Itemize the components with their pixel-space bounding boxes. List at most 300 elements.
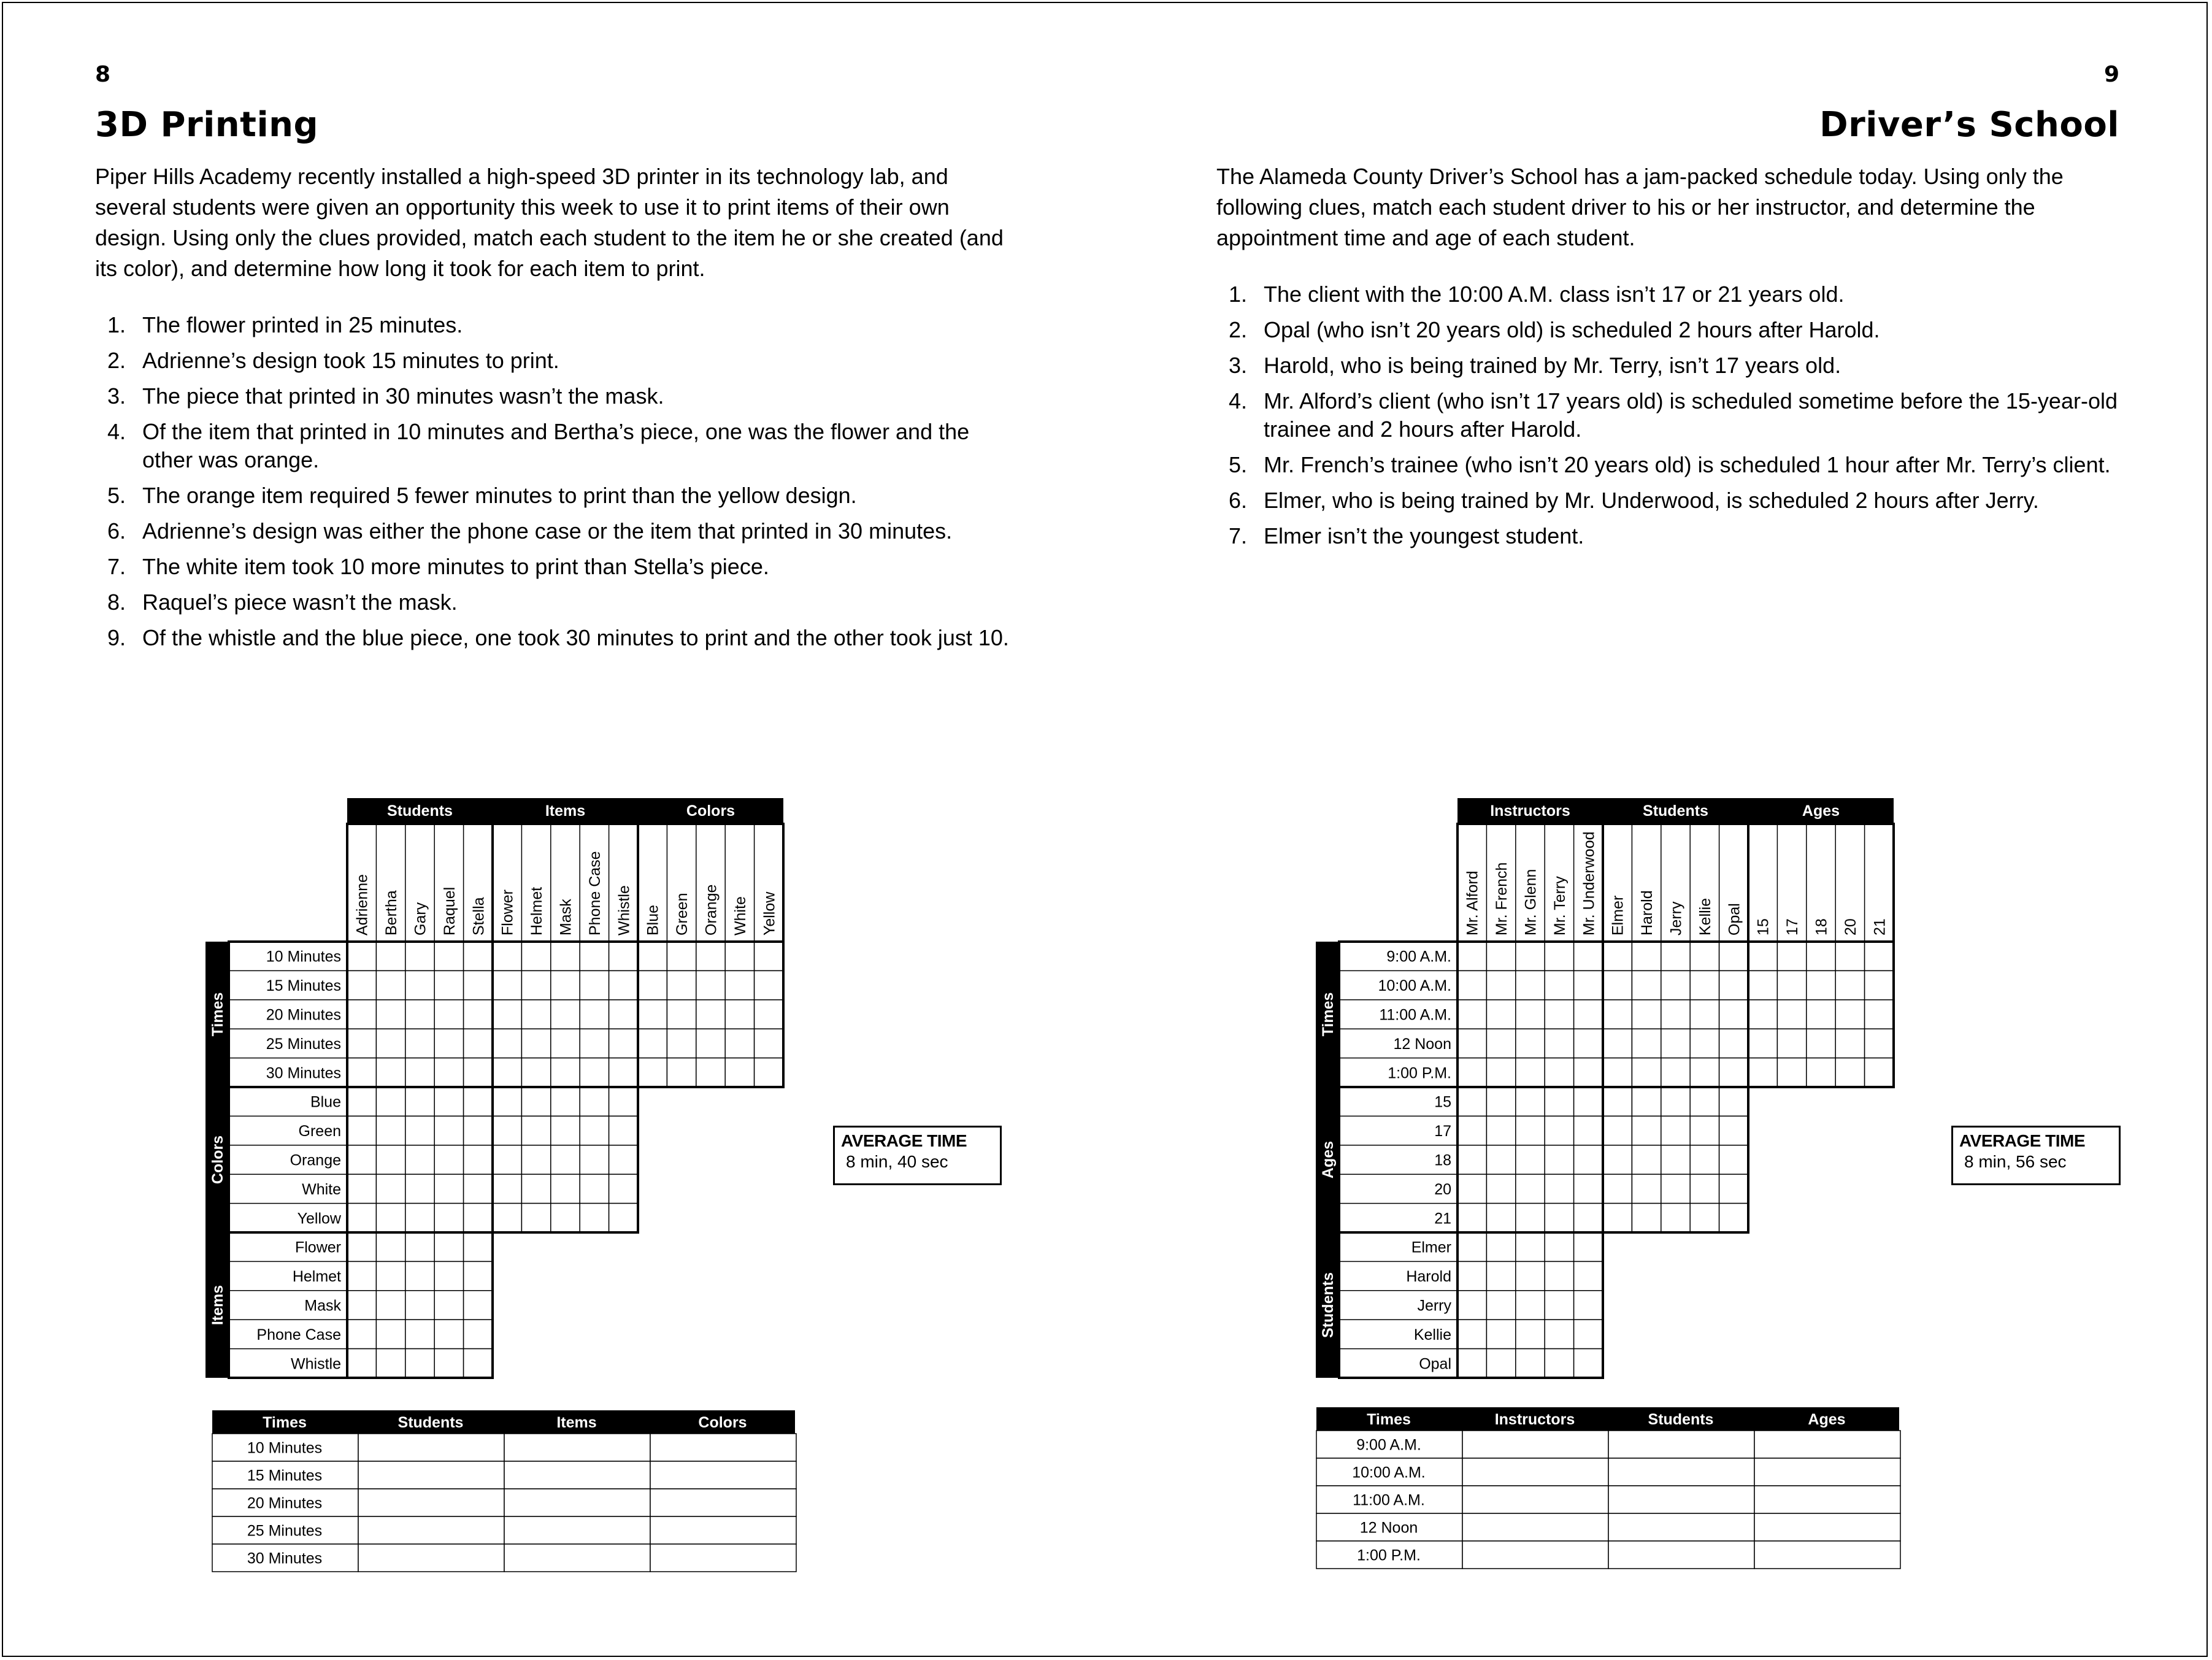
grid-cell[interactable]: [696, 1029, 725, 1058]
grid-cell[interactable]: [376, 1320, 405, 1348]
grid-cell[interactable]: [1608, 1486, 1754, 1513]
grid-cell[interactable]: [434, 942, 463, 970]
grid-cell[interactable]: [1748, 970, 1777, 999]
grid-cell[interactable]: [609, 942, 638, 970]
grid-cell[interactable]: [1777, 970, 1806, 999]
grid-cell[interactable]: [1748, 1000, 1777, 1029]
grid-cell[interactable]: [1462, 1431, 1608, 1458]
grid-cell[interactable]: [376, 1029, 405, 1058]
grid-cell[interactable]: [1661, 970, 1690, 999]
grid-cell[interactable]: [551, 1058, 580, 1087]
grid-cell[interactable]: [1807, 942, 1835, 970]
grid-cell[interactable]: [1865, 1058, 1894, 1087]
grid-cell[interactable]: [1748, 1029, 1777, 1058]
grid-cell[interactable]: [376, 1261, 405, 1290]
grid-cell[interactable]: [464, 1320, 493, 1348]
grid-cell[interactable]: [609, 1145, 638, 1174]
grid-cell[interactable]: [609, 1174, 638, 1203]
grid-cell[interactable]: [434, 1174, 463, 1203]
grid-cell[interactable]: [1690, 1087, 1719, 1116]
grid-cell[interactable]: [1865, 942, 1894, 970]
grid-cell[interactable]: [493, 1029, 521, 1058]
grid-cell[interactable]: [1603, 970, 1632, 999]
grid-cell[interactable]: [1690, 970, 1719, 999]
grid-cell[interactable]: [1754, 1431, 1900, 1458]
grid-cell[interactable]: [1486, 1349, 1515, 1378]
grid-cell[interactable]: [1690, 1174, 1719, 1203]
grid-cell[interactable]: [1457, 1029, 1486, 1058]
grid-cell[interactable]: [1754, 1513, 1900, 1541]
grid-cell[interactable]: [376, 1232, 405, 1261]
grid-cell[interactable]: [464, 942, 493, 970]
grid-cell[interactable]: [551, 1204, 580, 1232]
grid-cell[interactable]: [1516, 1058, 1545, 1087]
grid-cell[interactable]: [434, 1232, 463, 1261]
grid-cell[interactable]: [1661, 1029, 1690, 1058]
grid-cell[interactable]: [376, 1291, 405, 1320]
grid-cell[interactable]: [1516, 1116, 1545, 1145]
grid-cell[interactable]: [1574, 1145, 1603, 1174]
grid-cell[interactable]: [1516, 1261, 1545, 1290]
grid-cell[interactable]: [405, 1000, 434, 1029]
grid-cell[interactable]: [1457, 1291, 1486, 1320]
grid-cell[interactable]: [1748, 942, 1777, 970]
grid-cell[interactable]: [493, 1116, 521, 1145]
grid-cell[interactable]: [638, 1000, 667, 1029]
grid-cell[interactable]: [667, 1058, 696, 1087]
grid-cell[interactable]: [464, 1116, 493, 1145]
grid-cell[interactable]: [434, 1349, 463, 1378]
grid-cell[interactable]: [609, 1029, 638, 1058]
grid-cell[interactable]: [580, 1029, 609, 1058]
grid-cell[interactable]: [1603, 1000, 1632, 1029]
grid-cell[interactable]: [1603, 1204, 1632, 1232]
grid-cell[interactable]: [1486, 1058, 1515, 1087]
grid-cell[interactable]: [347, 1204, 376, 1232]
grid-cell[interactable]: [1462, 1513, 1608, 1541]
grid-cell[interactable]: [521, 1145, 550, 1174]
grid-cell[interactable]: [347, 942, 376, 970]
grid-cell[interactable]: [405, 1320, 434, 1348]
grid-cell[interactable]: [1690, 1145, 1719, 1174]
grid-cell[interactable]: [580, 1058, 609, 1087]
grid-cell[interactable]: [1661, 1174, 1690, 1203]
grid-cell[interactable]: [1632, 1000, 1661, 1029]
grid-cell[interactable]: [1574, 1029, 1603, 1058]
grid-cell[interactable]: [464, 970, 493, 999]
grid-cell[interactable]: [1632, 1029, 1661, 1058]
grid-cell[interactable]: [1719, 942, 1748, 970]
grid-cell[interactable]: [376, 1204, 405, 1232]
grid-cell[interactable]: [609, 1204, 638, 1232]
grid-cell[interactable]: [1457, 1232, 1486, 1261]
grid-cell[interactable]: [405, 970, 434, 999]
grid-cell[interactable]: [1462, 1541, 1608, 1569]
grid-cell[interactable]: [551, 970, 580, 999]
grid-cell[interactable]: [551, 1174, 580, 1203]
grid-cell[interactable]: [464, 1174, 493, 1203]
grid-cell[interactable]: [521, 1174, 550, 1203]
grid-cell[interactable]: [755, 942, 783, 970]
grid-cell[interactable]: [580, 1116, 609, 1145]
grid-cell[interactable]: [405, 1261, 434, 1290]
grid-cell[interactable]: [1807, 1000, 1835, 1029]
grid-cell[interactable]: [1486, 1000, 1515, 1029]
grid-cell[interactable]: [1516, 1232, 1545, 1261]
grid-cell[interactable]: [504, 1461, 650, 1489]
grid-cell[interactable]: [434, 1261, 463, 1290]
grid-cell[interactable]: [638, 1058, 667, 1087]
grid-cell[interactable]: [1457, 1145, 1486, 1174]
grid-cell[interactable]: [696, 970, 725, 999]
grid-cell[interactable]: [1516, 1320, 1545, 1348]
grid-cell[interactable]: [1661, 942, 1690, 970]
grid-cell[interactable]: [1632, 1058, 1661, 1087]
grid-cell[interactable]: [1690, 1116, 1719, 1145]
grid-cell[interactable]: [580, 1204, 609, 1232]
grid-cell[interactable]: [1486, 1116, 1515, 1145]
grid-cell[interactable]: [434, 970, 463, 999]
grid-cell[interactable]: [667, 1029, 696, 1058]
grid-cell[interactable]: [464, 1261, 493, 1290]
grid-cell[interactable]: [1608, 1541, 1754, 1569]
grid-cell[interactable]: [1603, 1029, 1632, 1058]
grid-cell[interactable]: [1545, 1000, 1573, 1029]
grid-cell[interactable]: [1690, 1058, 1719, 1087]
grid-cell[interactable]: [1545, 1204, 1573, 1232]
grid-cell[interactable]: [1545, 1145, 1573, 1174]
grid-cell[interactable]: [1545, 1320, 1573, 1348]
grid-cell[interactable]: [405, 1232, 434, 1261]
grid-cell[interactable]: [376, 1087, 405, 1116]
grid-cell[interactable]: [1835, 1029, 1864, 1058]
grid-cell[interactable]: [376, 1174, 405, 1203]
grid-cell[interactable]: [493, 1204, 521, 1232]
grid-cell[interactable]: [405, 1291, 434, 1320]
grid-cell[interactable]: [493, 1174, 521, 1203]
grid-cell[interactable]: [1719, 1029, 1748, 1058]
grid-cell[interactable]: [347, 1116, 376, 1145]
grid-cell[interactable]: [725, 970, 754, 999]
grid-cell[interactable]: [1457, 1349, 1486, 1378]
grid-cell[interactable]: [1462, 1458, 1608, 1486]
grid-cell[interactable]: [347, 1058, 376, 1087]
grid-cell[interactable]: [405, 942, 434, 970]
grid-cell[interactable]: [1574, 1174, 1603, 1203]
grid-cell[interactable]: [609, 1116, 638, 1145]
grid-cell[interactable]: [521, 1029, 550, 1058]
grid-cell[interactable]: [493, 1145, 521, 1174]
grid-cell[interactable]: [464, 1145, 493, 1174]
grid-cell[interactable]: [1516, 1204, 1545, 1232]
grid-cell[interactable]: [521, 1116, 550, 1145]
grid-cell[interactable]: [434, 1291, 463, 1320]
grid-cell[interactable]: [464, 1029, 493, 1058]
grid-cell[interactable]: [521, 970, 550, 999]
grid-cell[interactable]: [1545, 1291, 1573, 1320]
grid-cell[interactable]: [1486, 1174, 1515, 1203]
grid-cell[interactable]: [696, 942, 725, 970]
grid-cell[interactable]: [1486, 1232, 1515, 1261]
grid-cell[interactable]: [405, 1204, 434, 1232]
grid-cell[interactable]: [434, 1116, 463, 1145]
grid-cell[interactable]: [1719, 1174, 1748, 1203]
grid-cell[interactable]: [1516, 1087, 1545, 1116]
grid-cell[interactable]: [1545, 1232, 1573, 1261]
grid-cell[interactable]: [1690, 1000, 1719, 1029]
grid-cell[interactable]: [1719, 1116, 1748, 1145]
grid-cell[interactable]: [405, 1087, 434, 1116]
grid-cell[interactable]: [358, 1544, 504, 1572]
grid-cell[interactable]: [1486, 1087, 1515, 1116]
grid-cell[interactable]: [609, 1058, 638, 1087]
grid-cell[interactable]: [464, 1291, 493, 1320]
grid-cell[interactable]: [1719, 1145, 1748, 1174]
grid-cell[interactable]: [1632, 1204, 1661, 1232]
grid-cell[interactable]: [1603, 1058, 1632, 1087]
grid-cell[interactable]: [1719, 1204, 1748, 1232]
grid-cell[interactable]: [464, 1349, 493, 1378]
grid-cell[interactable]: [1457, 1174, 1486, 1203]
grid-cell[interactable]: [521, 1058, 550, 1087]
grid-cell[interactable]: [609, 1087, 638, 1116]
grid-cell[interactable]: [1462, 1486, 1608, 1513]
grid-cell[interactable]: [376, 1145, 405, 1174]
grid-cell[interactable]: [1661, 1204, 1690, 1232]
grid-cell[interactable]: [1690, 1029, 1719, 1058]
grid-cell[interactable]: [1719, 970, 1748, 999]
grid-cell[interactable]: [1835, 1000, 1864, 1029]
grid-cell[interactable]: [580, 1174, 609, 1203]
grid-cell[interactable]: [1632, 942, 1661, 970]
grid-cell[interactable]: [358, 1461, 504, 1489]
grid-cell[interactable]: [1486, 970, 1515, 999]
grid-cell[interactable]: [1574, 1261, 1603, 1290]
grid-cell[interactable]: [1603, 1174, 1632, 1203]
grid-cell[interactable]: [376, 970, 405, 999]
grid-cell[interactable]: [493, 1058, 521, 1087]
grid-cell[interactable]: [725, 1000, 754, 1029]
grid-cell[interactable]: [551, 1145, 580, 1174]
grid-cell[interactable]: [551, 1087, 580, 1116]
grid-cell[interactable]: [1545, 1087, 1573, 1116]
grid-cell[interactable]: [1545, 970, 1573, 999]
grid-cell[interactable]: [405, 1029, 434, 1058]
grid-cell[interactable]: [1690, 1204, 1719, 1232]
grid-cell[interactable]: [1835, 1058, 1864, 1087]
grid-cell[interactable]: [1603, 1087, 1632, 1116]
grid-cell[interactable]: [347, 1000, 376, 1029]
grid-cell[interactable]: [1486, 1204, 1515, 1232]
grid-cell[interactable]: [696, 1000, 725, 1029]
grid-cell[interactable]: [1719, 1058, 1748, 1087]
grid-cell[interactable]: [1545, 1349, 1573, 1378]
grid-cell[interactable]: [1516, 1349, 1545, 1378]
grid-cell[interactable]: [667, 942, 696, 970]
grid-cell[interactable]: [464, 1204, 493, 1232]
grid-cell[interactable]: [1516, 1029, 1545, 1058]
grid-cell[interactable]: [405, 1349, 434, 1378]
grid-cell[interactable]: [347, 1349, 376, 1378]
grid-cell[interactable]: [1574, 1320, 1603, 1348]
grid-cell[interactable]: [1574, 942, 1603, 970]
grid-cell[interactable]: [1754, 1486, 1900, 1513]
grid-cell[interactable]: [580, 970, 609, 999]
grid-cell[interactable]: [667, 1000, 696, 1029]
grid-cell[interactable]: [1608, 1431, 1754, 1458]
grid-cell[interactable]: [609, 1000, 638, 1029]
grid-cell[interactable]: [1545, 1116, 1573, 1145]
grid-cell[interactable]: [755, 1058, 783, 1087]
grid-cell[interactable]: [493, 942, 521, 970]
grid-cell[interactable]: [376, 942, 405, 970]
grid-cell[interactable]: [347, 1320, 376, 1348]
grid-cell[interactable]: [1807, 1058, 1835, 1087]
grid-cell[interactable]: [1457, 1000, 1486, 1029]
grid-cell[interactable]: [1574, 1087, 1603, 1116]
grid-cell[interactable]: [434, 1058, 463, 1087]
grid-cell[interactable]: [1574, 1291, 1603, 1320]
grid-cell[interactable]: [1516, 1291, 1545, 1320]
grid-cell[interactable]: [464, 1087, 493, 1116]
grid-cell[interactable]: [521, 1087, 550, 1116]
grid-cell[interactable]: [1545, 1029, 1573, 1058]
grid-cell[interactable]: [434, 1320, 463, 1348]
grid-cell[interactable]: [755, 1000, 783, 1029]
grid-cell[interactable]: [1516, 1000, 1545, 1029]
grid-cell[interactable]: [1516, 1174, 1545, 1203]
grid-cell[interactable]: [521, 1204, 550, 1232]
grid-cell[interactable]: [504, 1434, 650, 1461]
grid-cell[interactable]: [1574, 1204, 1603, 1232]
grid-cell[interactable]: [650, 1544, 796, 1572]
grid-cell[interactable]: [347, 1174, 376, 1203]
grid-cell[interactable]: [504, 1544, 650, 1572]
grid-cell[interactable]: [580, 942, 609, 970]
grid-cell[interactable]: [1486, 1261, 1515, 1290]
grid-cell[interactable]: [551, 1000, 580, 1029]
grid-cell[interactable]: [650, 1489, 796, 1516]
grid-cell[interactable]: [434, 1029, 463, 1058]
grid-cell[interactable]: [1777, 1029, 1806, 1058]
grid-cell[interactable]: [493, 1087, 521, 1116]
grid-cell[interactable]: [376, 1000, 405, 1029]
grid-cell[interactable]: [347, 1232, 376, 1261]
grid-cell[interactable]: [493, 1000, 521, 1029]
grid-cell[interactable]: [347, 1145, 376, 1174]
grid-cell[interactable]: [755, 970, 783, 999]
grid-cell[interactable]: [1777, 942, 1806, 970]
grid-cell[interactable]: [551, 942, 580, 970]
grid-cell[interactable]: [1661, 1058, 1690, 1087]
grid-cell[interactable]: [1608, 1513, 1754, 1541]
grid-cell[interactable]: [1807, 970, 1835, 999]
grid-cell[interactable]: [551, 1029, 580, 1058]
grid-cell[interactable]: [667, 970, 696, 999]
grid-cell[interactable]: [521, 1000, 550, 1029]
grid-cell[interactable]: [1574, 1058, 1603, 1087]
grid-cell[interactable]: [755, 1029, 783, 1058]
grid-cell[interactable]: [464, 1000, 493, 1029]
grid-cell[interactable]: [1457, 1204, 1486, 1232]
grid-cell[interactable]: [1457, 1116, 1486, 1145]
grid-cell[interactable]: [434, 1000, 463, 1029]
grid-cell[interactable]: [1835, 942, 1864, 970]
grid-cell[interactable]: [464, 1232, 493, 1261]
grid-cell[interactable]: [1632, 1174, 1661, 1203]
grid-cell[interactable]: [1457, 1320, 1486, 1348]
grid-cell[interactable]: [1574, 1116, 1603, 1145]
grid-cell[interactable]: [1545, 1058, 1573, 1087]
grid-cell[interactable]: [1603, 942, 1632, 970]
grid-cell[interactable]: [1603, 1116, 1632, 1145]
grid-cell[interactable]: [1516, 970, 1545, 999]
grid-cell[interactable]: [1748, 1058, 1777, 1087]
grid-cell[interactable]: [696, 1058, 725, 1087]
grid-cell[interactable]: [1661, 1145, 1690, 1174]
grid-cell[interactable]: [1574, 1232, 1603, 1261]
grid-cell[interactable]: [1661, 1116, 1690, 1145]
grid-cell[interactable]: [1486, 1029, 1515, 1058]
grid-cell[interactable]: [1545, 1174, 1573, 1203]
grid-cell[interactable]: [1486, 1320, 1515, 1348]
grid-cell[interactable]: [1719, 1000, 1748, 1029]
grid-cell[interactable]: [376, 1058, 405, 1087]
grid-cell[interactable]: [1457, 970, 1486, 999]
grid-cell[interactable]: [347, 970, 376, 999]
grid-cell[interactable]: [405, 1116, 434, 1145]
grid-cell[interactable]: [1632, 1116, 1661, 1145]
grid-cell[interactable]: [1457, 1261, 1486, 1290]
grid-cell[interactable]: [1545, 1261, 1573, 1290]
grid-cell[interactable]: [1545, 942, 1573, 970]
grid-cell[interactable]: [1457, 1087, 1486, 1116]
grid-cell[interactable]: [638, 970, 667, 999]
grid-cell[interactable]: [358, 1516, 504, 1544]
grid-cell[interactable]: [1516, 942, 1545, 970]
grid-cell[interactable]: [1807, 1029, 1835, 1058]
grid-cell[interactable]: [376, 1116, 405, 1145]
grid-cell[interactable]: [1632, 970, 1661, 999]
grid-cell[interactable]: [493, 970, 521, 999]
grid-cell[interactable]: [1777, 1000, 1806, 1029]
grid-cell[interactable]: [376, 1349, 405, 1378]
grid-cell[interactable]: [1865, 970, 1894, 999]
grid-cell[interactable]: [580, 1087, 609, 1116]
grid-cell[interactable]: [464, 1058, 493, 1087]
grid-cell[interactable]: [725, 1029, 754, 1058]
grid-cell[interactable]: [358, 1434, 504, 1461]
grid-cell[interactable]: [405, 1145, 434, 1174]
grid-cell[interactable]: [358, 1489, 504, 1516]
grid-cell[interactable]: [725, 1058, 754, 1087]
grid-cell[interactable]: [1574, 1349, 1603, 1378]
grid-cell[interactable]: [434, 1145, 463, 1174]
grid-cell[interactable]: [1603, 1145, 1632, 1174]
grid-cell[interactable]: [521, 942, 550, 970]
grid-cell[interactable]: [1457, 1058, 1486, 1087]
grid-cell[interactable]: [650, 1461, 796, 1489]
grid-cell[interactable]: [638, 1029, 667, 1058]
grid-cell[interactable]: [1632, 1087, 1661, 1116]
grid-cell[interactable]: [434, 1204, 463, 1232]
grid-cell[interactable]: [405, 1174, 434, 1203]
grid-cell[interactable]: [1486, 1291, 1515, 1320]
grid-cell[interactable]: [1486, 1145, 1515, 1174]
grid-cell[interactable]: [1574, 1000, 1603, 1029]
grid-cell[interactable]: [609, 970, 638, 999]
grid-cell[interactable]: [1486, 942, 1515, 970]
